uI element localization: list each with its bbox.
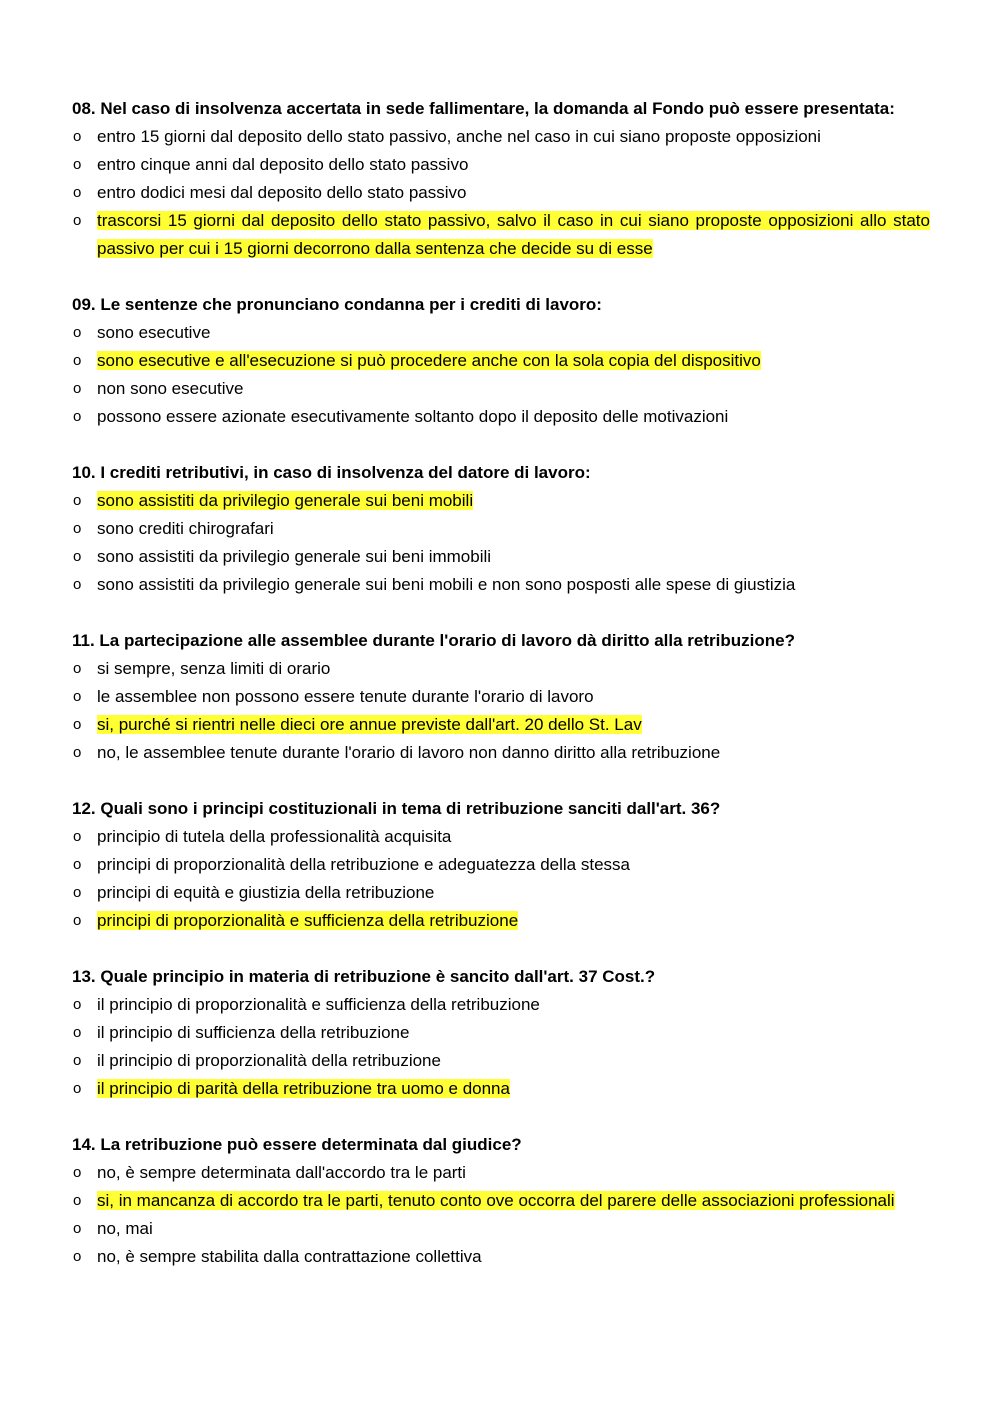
answer-option-text: no, è sempre determinata dall'accordo tra le parti [97, 1163, 466, 1182]
answer-option-text: entro cinque anni dal deposito dello stato passivo [97, 155, 469, 174]
answer-options [72, 655, 930, 767]
question-title: 13. Quale principio in materia di retribuzione è sancito dall'art. 37 Cost.? [72, 967, 656, 986]
circle-bullet-icon: o [73, 156, 82, 173]
answer-options [72, 1159, 930, 1271]
answer-option [72, 403, 930, 431]
circle-bullet-icon: o [73, 492, 82, 509]
answer-option [72, 1047, 930, 1075]
circle-bullet-icon: o [73, 744, 82, 761]
answer-option-text: il principio di sufficienza della retribuzione [97, 1023, 410, 1042]
answer-option-text: principio di tutela della professionalità acquisita [97, 827, 452, 846]
circle-bullet-icon: o [73, 212, 82, 229]
answer-option [72, 375, 930, 403]
circle-bullet-icon: o [73, 1052, 82, 1069]
answer-option [72, 543, 930, 571]
answer-option-text: no, mai [97, 1219, 153, 1238]
answer-option [72, 151, 930, 179]
answer-option-text: principi di proporzionalità e sufficienza della retribuzione [97, 911, 519, 930]
answer-option-text: sono assistiti da privilegio generale sui beni mobili e non sono posposti alle spese di giustizia [97, 575, 796, 594]
answer-option [72, 1019, 930, 1047]
answer-option-text: il principio di proporzionalità della retribuzione [97, 1051, 441, 1070]
circle-bullet-icon: o [73, 576, 82, 593]
answer-option-text: le assemblee non possono essere tenute durante l'orario di lavoro [97, 687, 594, 706]
circle-bullet-icon: o [73, 1080, 82, 1097]
answer-option-text: sono crediti chirografari [97, 519, 274, 538]
answer-option [72, 879, 930, 907]
answer-option [72, 851, 930, 879]
answer-option-text: possono essere azionate esecutivamente soltanto dopo il deposito delle motivazioni [97, 407, 729, 426]
answer-option [72, 655, 930, 683]
answer-option-text: principi di proporzionalità della retribuzione e adeguatezza della stessa [97, 855, 630, 874]
answer-option-correct [72, 487, 930, 515]
answer-option-text: no, è sempre stabilita dalla contrattazione collettiva [97, 1247, 482, 1266]
answer-option-text: sono assistiti da privilegio generale sui beni immobili [97, 547, 492, 566]
question-block [72, 1131, 930, 1271]
question-block [72, 291, 930, 431]
circle-bullet-icon: o [73, 184, 82, 201]
circle-bullet-icon: o [73, 856, 82, 873]
answer-option-correct [72, 347, 930, 375]
answer-options [72, 319, 930, 431]
answer-option-correct [72, 711, 930, 739]
answer-options [72, 823, 930, 935]
answer-option [72, 179, 930, 207]
answer-option [72, 1159, 930, 1187]
circle-bullet-icon: o [73, 828, 82, 845]
answer-option [72, 1243, 930, 1271]
circle-bullet-icon: o [73, 716, 82, 733]
question-title: 09. Le sentenze che pronunciano condanna per i crediti di lavoro: [72, 295, 602, 314]
answer-option-correct [72, 907, 930, 935]
question-title: 10. I crediti retributivi, in caso di insolvenza del datore di lavoro: [72, 463, 591, 482]
question-block [72, 795, 930, 935]
answer-option-text: il principio di parità della retribuzione tra uomo e donna [97, 1079, 510, 1098]
question-title: 08. Nel caso di insolvenza accertata in sede fallimentare, la domanda al Fondo può essere presentata: [72, 99, 895, 118]
question-block [72, 963, 930, 1103]
answer-option-text: principi di equità e giustizia della retribuzione [97, 883, 435, 902]
answer-option-text: si, in mancanza di accordo tra le parti, tenuto conto ove occorra del parere delle associazioni professionali [97, 1191, 895, 1210]
circle-bullet-icon: o [73, 128, 82, 145]
circle-bullet-icon: o [73, 1220, 82, 1237]
circle-bullet-icon: o [73, 884, 82, 901]
answer-option [72, 515, 930, 543]
answer-option [72, 739, 930, 767]
circle-bullet-icon: o [73, 548, 82, 565]
question-title: 11. La partecipazione alle assemblee durante l'orario di lavoro dà diritto alla retribuzione? [72, 631, 795, 650]
circle-bullet-icon: o [73, 1192, 82, 1209]
circle-bullet-icon: o [73, 520, 82, 537]
question-block [72, 627, 930, 767]
circle-bullet-icon: o [73, 1248, 82, 1265]
answer-option-text: sono esecutive [97, 323, 211, 342]
answer-option [72, 823, 930, 851]
answer-option-text: si, purché si rientri nelle dieci ore annue previste dall'art. 20 dello St. Lav [97, 715, 642, 734]
answer-option-correct [72, 1075, 930, 1103]
circle-bullet-icon: o [73, 688, 82, 705]
answer-option [72, 123, 930, 151]
answer-option-text: sono assistiti da privilegio generale sui beni mobili [97, 491, 474, 510]
circle-bullet-icon: o [73, 1164, 82, 1181]
question-block [72, 95, 930, 263]
answer-option [72, 991, 930, 1019]
question-title: 14. La retribuzione può essere determinata dal giudice? [72, 1135, 522, 1154]
answer-option-text: entro 15 giorni dal deposito dello stato passivo, anche nel caso in cui siano proposte opposizioni [97, 127, 821, 146]
circle-bullet-icon: o [73, 408, 82, 425]
answer-option-text: si sempre, senza limiti di orario [97, 659, 331, 678]
question-list [72, 95, 930, 1271]
answer-option-text: no, le assemblee tenute durante l'orario di lavoro non danno diritto alla retribuzione [97, 743, 721, 762]
circle-bullet-icon: o [73, 660, 82, 677]
answer-option [72, 319, 930, 347]
circle-bullet-icon: o [73, 324, 82, 341]
circle-bullet-icon: o [73, 352, 82, 369]
answer-option-text: entro dodici mesi dal deposito dello stato passivo [97, 183, 467, 202]
circle-bullet-icon: o [73, 1024, 82, 1041]
circle-bullet-icon: o [73, 996, 82, 1013]
answer-options [72, 991, 930, 1103]
circle-bullet-icon: o [73, 912, 82, 929]
answer-option-correct [72, 207, 930, 263]
answer-option-correct [72, 1187, 930, 1215]
answer-option [72, 683, 930, 711]
question-title: 12. Quali sono i principi costituzionali in tema di retribuzione sanciti dall'art. 36? [72, 799, 721, 818]
circle-bullet-icon: o [73, 380, 82, 397]
answer-option [72, 1215, 930, 1243]
answer-option-text: il principio di proporzionalità e sufficienza della retribuzione [97, 995, 540, 1014]
answer-option-text: non sono esecutive [97, 379, 244, 398]
answer-option [72, 571, 930, 599]
answer-option-text: trascorsi 15 giorni dal deposito dello stato passivo, salvo il caso in cui siano proposte opposizioni allo stato passivo per cui i 15 giorni decorrono dalla sentenza che decide su di esse [97, 211, 930, 258]
question-block [72, 459, 930, 599]
answer-options [72, 487, 930, 599]
answer-option-text: sono esecutive e all'esecuzione si può procedere anche con la sola copia del dispositivo [97, 351, 761, 370]
answer-options [72, 123, 930, 263]
